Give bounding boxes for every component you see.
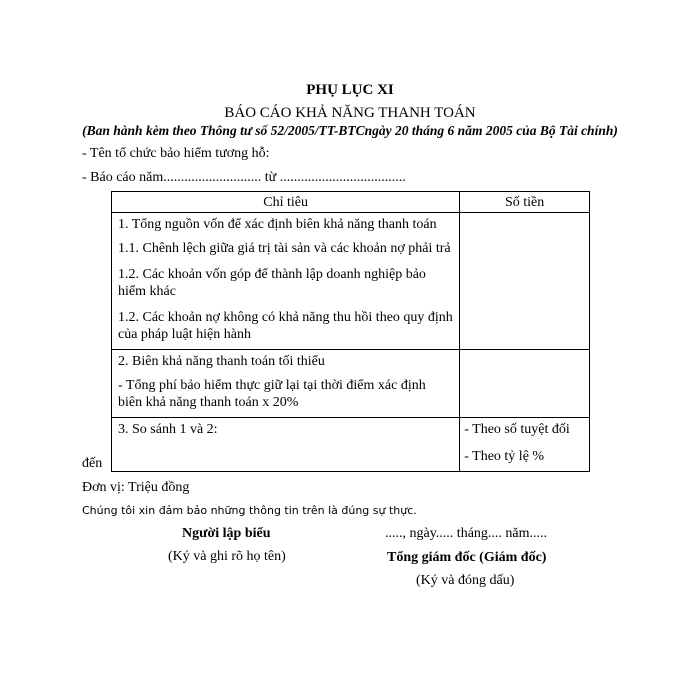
table-row xyxy=(112,213,590,350)
report-title: BÁO CÁO KHẢ NĂNG THANH TOÁN xyxy=(224,105,476,121)
appendix-title: PHỤ LỤC XI xyxy=(306,82,394,98)
group-3-amount xyxy=(460,418,590,472)
header-indicator: Chỉ tiêu xyxy=(112,192,460,213)
group-1-amount xyxy=(460,213,590,350)
table-row xyxy=(112,350,590,418)
row-2-min-margin: 2. Biên khả năng thanh toán tối thiểu xyxy=(118,354,325,369)
amount-absolute: - Theo số tuyệt đối xyxy=(464,422,570,437)
legal-basis: (Ban hành kèm theo Thông tư số 52/2005/TT-BTCngày 20 tháng 6 năm 2005 của Bộ Tài chính) xyxy=(82,123,618,138)
group-2-cell xyxy=(112,350,460,418)
director-title: Tổng giám đốc (Giám đốc) xyxy=(387,550,547,565)
row-1-2-bad-debts: 1.2. Các khoản nợ không có khả năng thu hồi theo quy định của pháp luật hiện hành xyxy=(118,310,453,342)
preparer-title: Người lập biểu xyxy=(182,526,271,541)
date-line: ....., ngày..... tháng.... năm..... xyxy=(385,526,548,541)
director-note: (Ký và đóng dấu) xyxy=(416,573,515,588)
report-table xyxy=(111,191,590,472)
table-header-row xyxy=(112,192,590,213)
row-1-2-capital-contribution: 1.2. Các khoản vốn góp để thành lập doanh nghiệp bảo hiểm khác xyxy=(118,267,426,299)
preparer-note: (Ký và ghi rõ họ tên) xyxy=(168,549,286,564)
header-amount: Số tiền xyxy=(460,192,590,213)
guarantee-text: Chúng tôi xin đảm bảo những thông tin trên là đúng sự thực. xyxy=(82,504,417,517)
row-2-retained-premium: - Tổng phí bảo hiểm thực giữ lại tại thời điểm xác định biên khả năng thanh toán x 20% xyxy=(118,378,426,410)
report-year-field: - Báo cáo năm............................ từ .................................... xyxy=(82,170,406,185)
row-1-total-capital: 1. Tổng nguồn vốn để xác định biên khả năng thanh toán xyxy=(118,217,437,232)
org-name-field: - Tên tổ chức bảo hiểm tương hỗ: xyxy=(82,146,270,161)
den-text: đến xyxy=(82,456,103,471)
row-1-1-asset-difference: 1.1. Chênh lệch giữa giá trị tài sản và các khoản nợ phải trả xyxy=(118,241,451,256)
row-3-compare: 3. So sánh 1 và 2: xyxy=(118,422,218,437)
unit-text: Đơn vị: Triệu đồng xyxy=(82,480,190,495)
table-row xyxy=(112,418,590,472)
group-2-amount xyxy=(460,350,590,418)
amount-percent: - Theo tỷ lệ % xyxy=(464,449,545,464)
group-3-cell xyxy=(112,418,460,472)
group-1-cell xyxy=(112,213,460,350)
